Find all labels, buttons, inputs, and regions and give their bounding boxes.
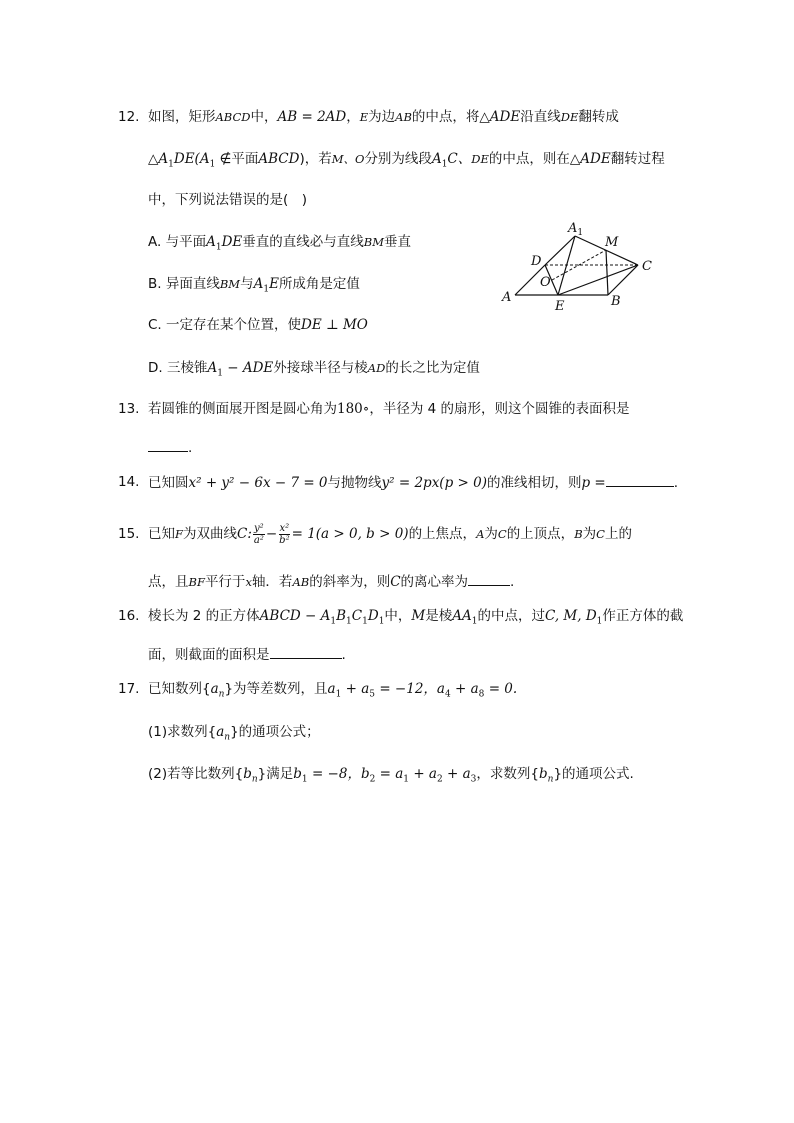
q14-number: 14. (118, 474, 140, 490)
q16-line-2: 面，则截面的面积是 . (148, 644, 346, 665)
q13-line-2: . (148, 437, 192, 458)
q17-number: 17. (118, 681, 140, 697)
q14-answer-blank[interactable] (606, 472, 674, 487)
q12-number: 12. (118, 109, 140, 125)
q14-line-1: 已知圆x² + y² − 6x − 7 = 0与抛物线y² = 2px(p > 0)的准线相切，则p = . (148, 472, 678, 493)
q12-line-2: $\triangle A_1DE(A_1$ ∉平面ABCD)，若M、O分别为线段$A_1C$、DE的中点，则在△ADE翻转过程 (148, 151, 665, 170)
q15-number: 15. (118, 526, 140, 542)
label-A1: $A_1$ (568, 221, 584, 238)
label-O: O (540, 275, 551, 290)
q17-line-1: 已知数列$\{a_n\}$为等差数列，且$a_1 + a_5 = -12$，$a_4 + a_8 = 0$. (148, 681, 518, 700)
q13-line-1: 若圆锥的侧面展开图是圆心角为180∘，半径为 4 的扇形，则这个圆锥的表面积是 (148, 401, 630, 417)
label-A: A (502, 290, 512, 305)
q16-number: 16. (118, 608, 140, 624)
q13-number: 13. (118, 401, 140, 417)
edge-MB (606, 250, 608, 295)
q16-line-1: 棱长为 2 的正方体ABCD − $A_1B_1C_1D_1$中，M是棱$AA_1$的中点，过C, M, $D_1$作正方体的截 (148, 608, 684, 627)
q12-option-c: C. 一定存在某个位置，使DE ⊥ MO (148, 317, 368, 333)
q16-answer-blank[interactable] (270, 644, 342, 659)
label-D: D (531, 254, 542, 269)
q15-line-1: 已知F为双曲线C: $\frac{\text{y²}}{\text{a²}}$ − $\frac{\text{x²}}{\text{b²}}$ = 1(a > 0, b > 0)的上焦点，A为C的上顶点，B为C上的 (148, 522, 632, 546)
q12-line-3: 中，下列说法错误的是( ) (148, 192, 308, 208)
label-B: B (611, 294, 621, 309)
q15-line-2: 点，且BF平行于x轴．若AB的斜率为，则C的离心率为 . (148, 571, 514, 592)
label-E: E (555, 299, 565, 314)
q17-part-2: (2)若等比数列$\{b_n\}$满足$b_1 = -8$，$b_2 = a_1 + a_2 + a_3$，求数列$\{b_n\}$的通项公式. (148, 766, 634, 785)
q12-option-d: D. 三棱锥$A_1$ − ADE外接球半径与棱AD的长之比为定值 (148, 360, 480, 379)
q15-answer-blank[interactable] (468, 571, 510, 586)
edge-BC (608, 265, 638, 295)
label-M: M (605, 235, 619, 250)
q12-geometry-figure (495, 218, 665, 318)
label-C: C (642, 259, 652, 274)
q17-part-1: (1)求数列$\{a_n\}$的通项公式； (148, 724, 320, 743)
q13-answer-blank[interactable] (148, 437, 188, 452)
q12-option-a: A. 与平面$A_1DE$垂直的直线必与直线BM垂直 (148, 234, 411, 253)
q12-line-1: 如图，矩形ABCD中，AB = 2AD，E为边AB的中点，将△ADE沿直线DE翻转成 (148, 109, 619, 125)
q12-option-b: B. 异面直线BM与$A_1E$所成角是定值 (148, 276, 360, 295)
